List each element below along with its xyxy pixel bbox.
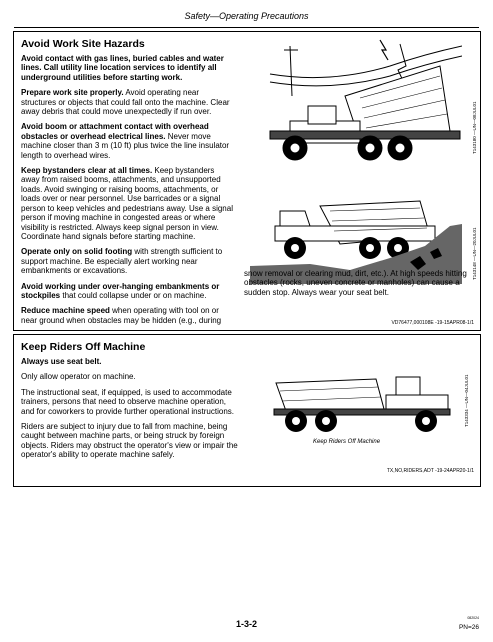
reference-code: VD76477,000108E -19-15APR08-1/1: [391, 320, 474, 326]
paragraph: Avoid contact with gas lines, buried cables and water lines. Call utility line location services to identify all underground utilities before starting work.: [21, 54, 224, 82]
section-body-continued: snow removal or clearing mud, dirt, etc.). At high speeds hitting obstacles (rocks, uneven concrete or manholes) can cause a sudden stop. Always wear your seat belt.: [244, 269, 467, 297]
section-title: Avoid Work Site Hazards: [21, 38, 145, 50]
figure-code: T143148 —UN—20JUL01: [472, 227, 477, 280]
footer-code: 082024: [467, 616, 479, 620]
paragraph: Avoid boom or attachment contact with overhead obstacles or overhead electrical lines. Never move machine closer than 3 m (10 ft) plus twice the line insulator length to overhead wires.: [21, 122, 230, 160]
truck-embankment-illustration: [250, 166, 462, 284]
figure-code: T143334 —UN—04JUL01: [464, 374, 469, 427]
figure-caption: Keep Riders Off Machine: [313, 439, 381, 445]
truck-power-lines-illustration: [250, 36, 462, 164]
section-work-site-hazards: [13, 31, 481, 331]
paragraph: Reduce machine speed when operating with tool on or near ground when obstacles may be hidden (e.g., during: [21, 306, 222, 325]
reference-code: TX,NO,RIDERS,ADT -19-24APR20-1/1: [386, 468, 474, 474]
paragraph: Keep bystanders clear at all times. Keep bystanders away from raised booms, attachments, and unsupported loads. Avoid swinging or raising booms, attachments, or loads over or near personnel. Use barricades or a signal person to keep vehicles and pedestrians away. Use a signal person if moving machine in congested areas or where visibility is restricted. Always keep signal person in view. Coordinate hand signals before starting machine.: [21, 166, 233, 241]
header-rule: [14, 27, 479, 28]
paragraph: Operate only on solid footing with strength sufficient to support machine. Be especially alert working near embankments or excavations.: [21, 247, 223, 276]
page-header: Safety—Operating Precautions: [184, 11, 309, 21]
paragraph: Avoid working under over-hanging embankments or stockpiles that could collapse under or on machine.: [21, 281, 220, 300]
paragraph: Only allow operator on machine.: [21, 372, 136, 382]
paragraph: Riders are subject to injury due to fall from machine, being caught between machine parts, or being struck by foreign objects. Riders may obstruct the operator's view or impair the operator's ability to operate machine safely.: [21, 422, 238, 460]
section-body: [21, 54, 233, 331]
page-number: 1-3-2: [235, 619, 257, 629]
pn-label: PN=26: [458, 624, 479, 631]
paragraph: Prepare work site properly. Avoid operating near structures or objects that could fall onto the machine. Clear away debris that could move unexpectedly if run over.: [21, 88, 230, 117]
dump-truck-illustration: [266, 371, 456, 435]
section-keep-riders-off: [13, 334, 481, 487]
paragraph: Always use seat belt.: [21, 357, 102, 366]
section-body: [21, 357, 241, 466]
section-title: Keep Riders Off Machine: [21, 341, 146, 353]
figure-code: T143180 —UN—08JUL01: [472, 101, 477, 154]
paragraph: The instructional seat, if equipped, is used to accommodate trainers, persons that need to observe machine operation, and for coworkers to provide further operational instructions.: [21, 387, 234, 416]
